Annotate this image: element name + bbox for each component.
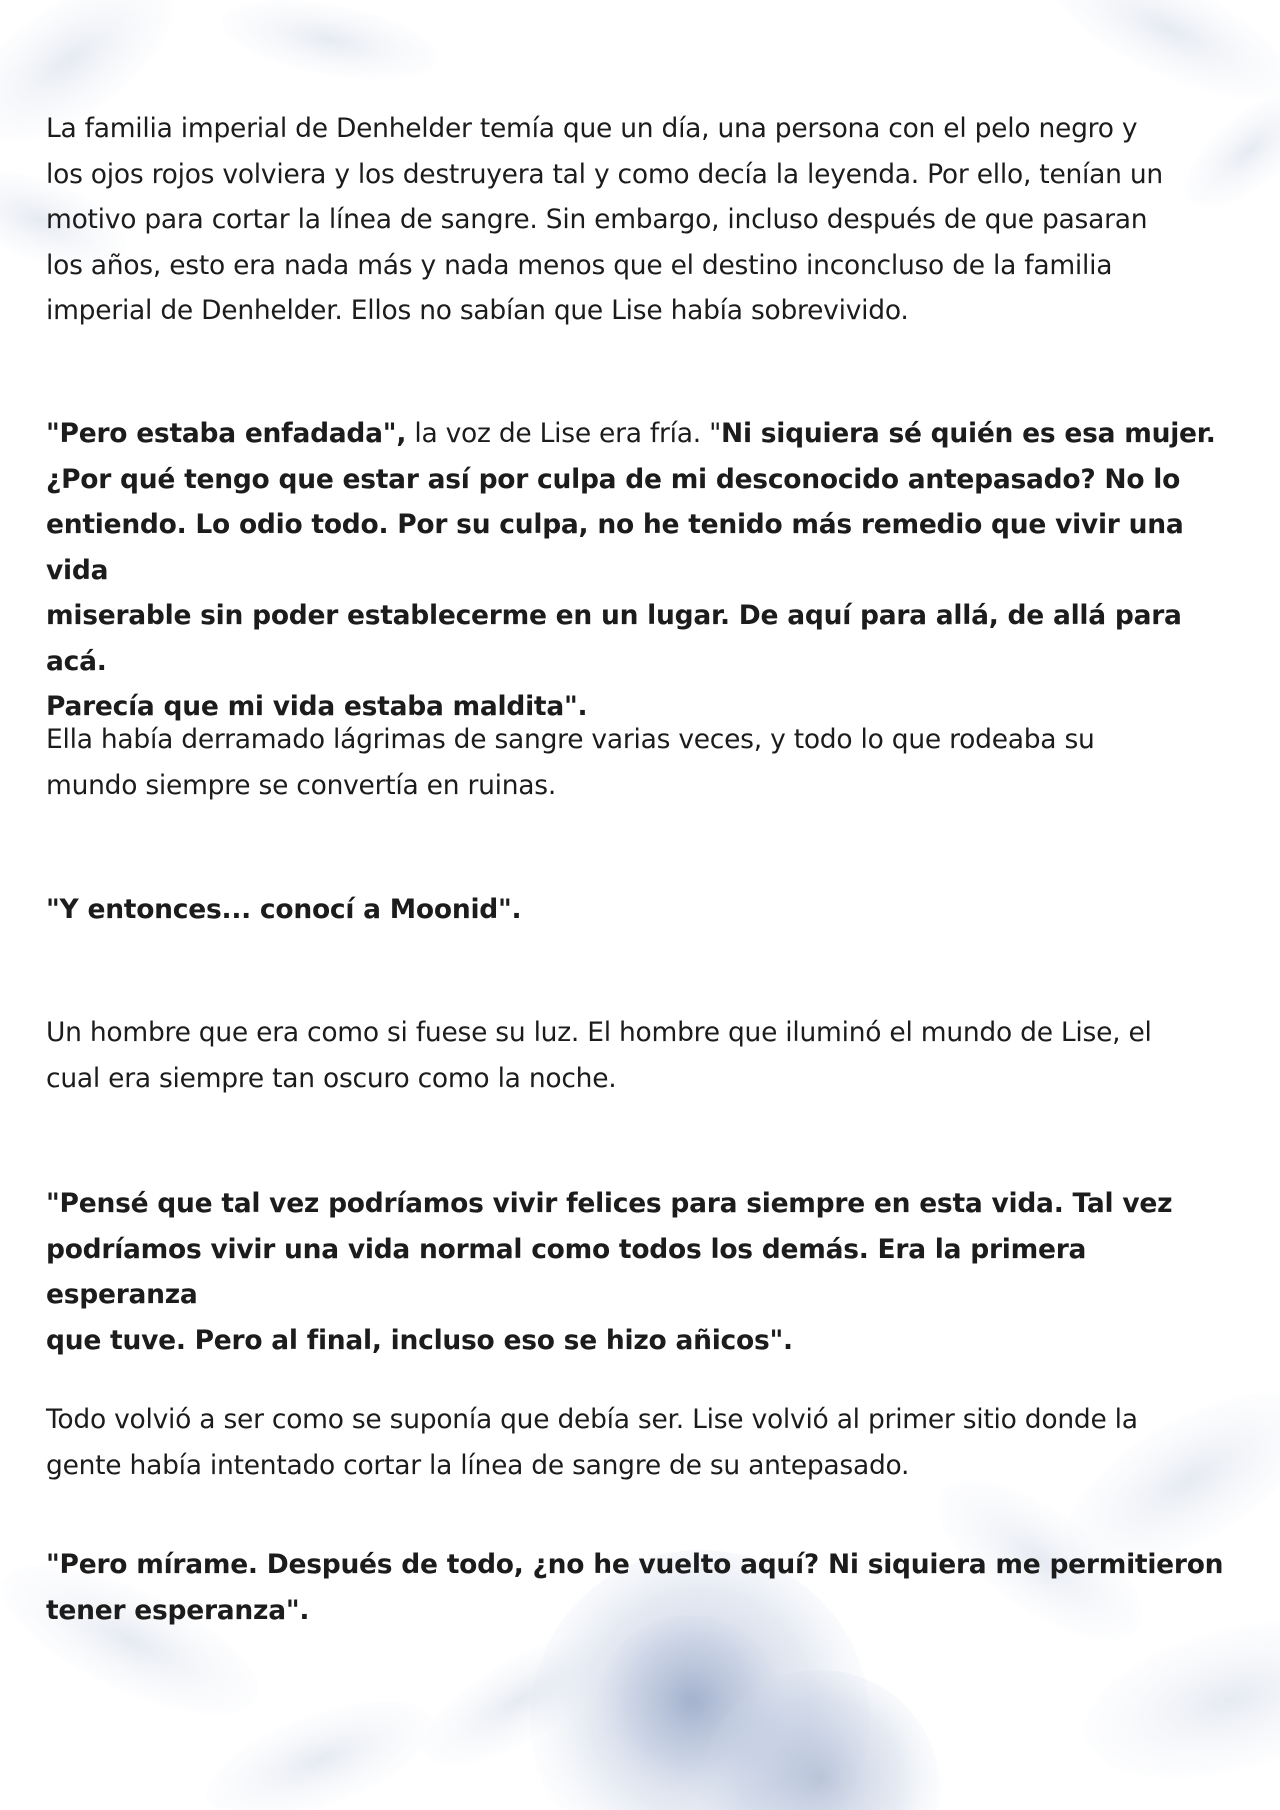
dialogue-text: entiendo. Lo odio todo. Por su culpa, no he tenido más remedio que vivir una vida	[46, 509, 1184, 586]
text-line: mundo siempre se convertía en ruinas.	[46, 769, 557, 801]
text-line: Ella había derramado lágrimas de sangre varias veces, y todo lo que rodeaba su	[46, 724, 1095, 755]
paragraph-3	[46, 717, 1246, 808]
text-line: cual era siempre tan oscuro como la noche.	[46, 1062, 617, 1094]
dialogue-text: que tuve. Pero al final, incluso eso se hizo añicos".	[46, 1324, 793, 1356]
narration-text: la voz de Lise era fría. "	[406, 418, 722, 449]
text-line: los ojos rojos volviera y los destruyera tal y como decía la leyenda. Por ello, tenían un	[46, 158, 1163, 190]
text-line: gente había intentado cortar la línea de sangre de su antepasado.	[46, 1449, 910, 1481]
text-line: motivo para cortar la línea de sangre. Sin embargo, incluso después de que pasaran	[46, 204, 1148, 235]
paragraph-6	[46, 1181, 1246, 1363]
paragraph-1	[46, 106, 1246, 334]
paragraph-2	[46, 411, 1246, 730]
paragraph-5	[46, 1010, 1246, 1101]
paragraph-8	[46, 1542, 1246, 1633]
dialogue-text: Parecía que mi vida estaba maldita".	[46, 691, 588, 722]
dialogue-text: podríamos vivir una vida normal como todos los demás. Era la primera esperanza	[46, 1233, 1087, 1310]
dialogue-text: "Pero estaba enfadada",	[46, 418, 407, 449]
paragraph-4	[46, 887, 1246, 933]
paragraph-7	[46, 1397, 1246, 1488]
text-line: Un hombre que era como si fuese su luz. El hombre que iluminó el mundo de Lise, el	[46, 1017, 1152, 1048]
dialogue-text: "Pero mírame. Después de todo, ¿no he vuelto aquí? Ni siquiera me permitieron	[46, 1549, 1224, 1580]
dialogue-text: ¿Por qué tengo que estar así por culpa de mi desconocido antepasado? No lo	[46, 463, 1181, 495]
dialogue-text: Ni siquiera sé quién es esa mujer.	[721, 418, 1216, 449]
text-line: La familia imperial de Denhelder temía que un día, una persona con el pelo negro y	[46, 113, 1138, 144]
text-line: Todo volvió a ser como se suponía que debía ser. Lise volvió al primer sitio donde la	[46, 1404, 1138, 1435]
text-line: los años, esto era nada más y nada menos que el destino inconcluso de la familia	[46, 249, 1113, 281]
dialogue-text: "Y entonces... conocí a Moonid".	[46, 894, 522, 925]
dialogue-text: miserable sin poder establecerme en un lugar. De aquí para allá, de allá para acá.	[46, 600, 1182, 677]
dialogue-text: tener esperanza".	[46, 1594, 310, 1626]
text-line: imperial de Denhelder. Ellos no sabían que Lise había sobrevivido.	[46, 295, 909, 326]
dialogue-text: "Pensé que tal vez podríamos vivir felices para siempre en esta vida. Tal vez	[46, 1188, 1173, 1219]
